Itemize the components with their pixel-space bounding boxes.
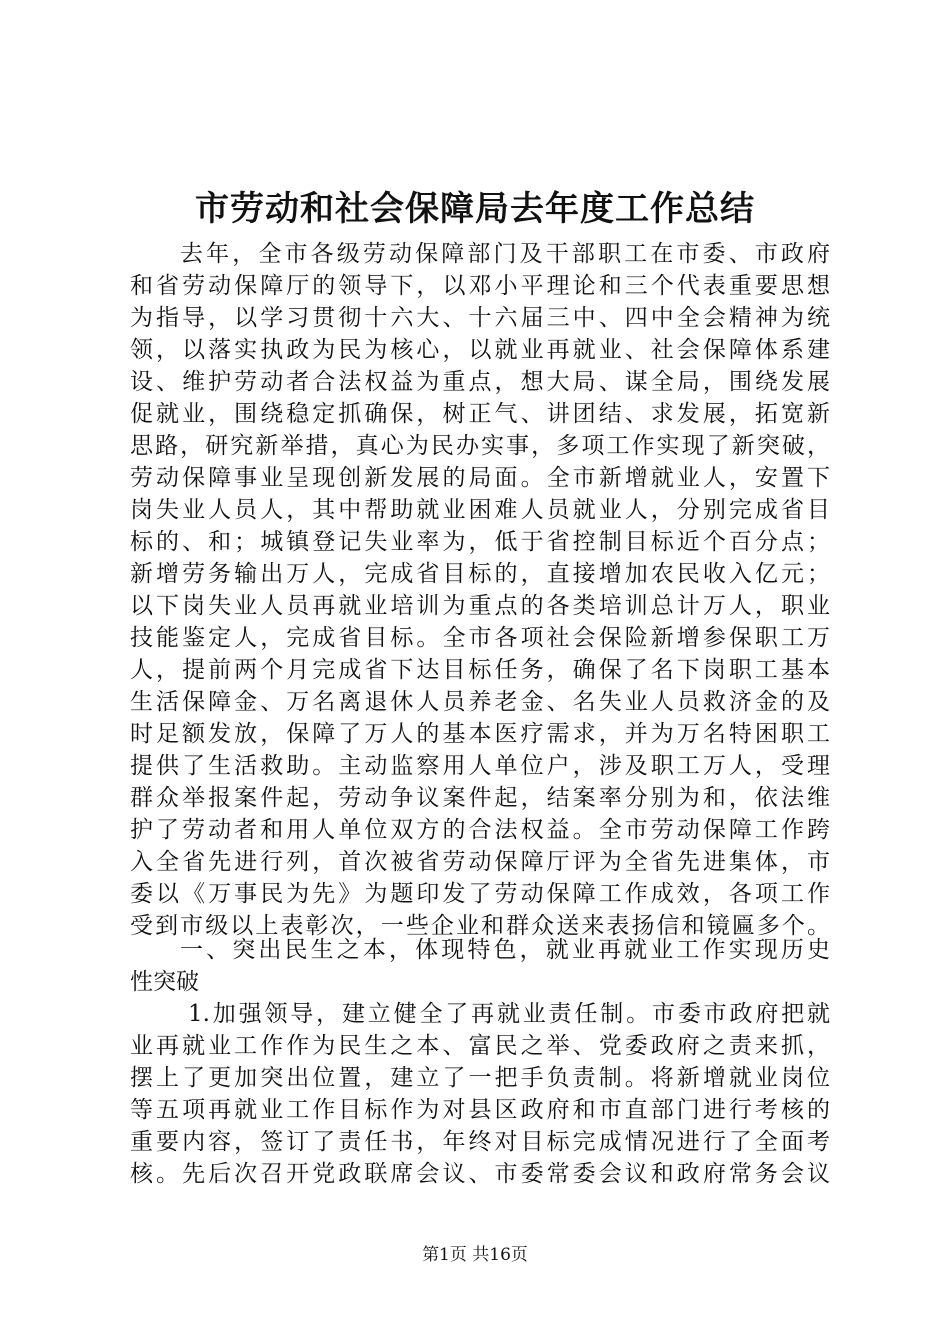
paragraph-line: 和省劳动保障厅的领导下，以邓小平理论和三个代表重要思想 — [130, 273, 830, 299]
paragraph-line: 劳动保障事业呈现创新发展的局面。全市新增就业人，安置下 — [130, 465, 830, 491]
paragraph-line: 人，提前两个月完成省下达目标任务，确保了名下岗职工基本 — [130, 657, 830, 683]
paragraph-line: 护了劳动者和用人单位双方的合法权益。全市劳动保障工作跨 — [130, 817, 830, 843]
paragraph-line: 为指导，以学习贯彻十六大、十六届三中、四中全会精神为统 — [130, 305, 830, 331]
paragraph-line: 业再就业工作作为民生之本、富民之举、党委政府之责来抓， — [130, 1033, 830, 1059]
paragraph-line: 摆上了更加突出位置，建立了一把手负责制。将新增就业岗位 — [130, 1065, 830, 1091]
paragraph-line: 提供了生活救助。主动监察用人单位户，涉及职工万人，受理 — [130, 753, 830, 779]
paragraph-line: 设、维护劳动者合法权益为重点，想大局、谋全局，围绕发展 — [130, 369, 830, 395]
document-title: 市劳动和社会保障局去年度工作总结 — [195, 189, 755, 229]
paragraph-line: 新增劳务输出万人，完成省目标的，直接增加农民收入亿元； — [130, 561, 830, 587]
paragraph-line: 思路，研究新举措，真心为民办实事，多项工作实现了新突破， — [130, 433, 830, 459]
paragraph-line: 受到市级以上表彰次，一些企业和群众送来表扬信和镜匾多个。 — [130, 913, 830, 939]
paragraph-intro — [130, 238, 830, 942]
paragraph-line: 去年，全市各级劳动保障部门及干部职工在市委、市政府 — [180, 241, 830, 267]
paragraph-line: 生活保障金、万名离退休人员养老金、名失业人员救济金的及 — [130, 689, 830, 715]
paragraph-line: 岗失业人员人，其中帮助就业困难人员就业人，分别完成省目 — [130, 497, 830, 523]
paragraph-line: 等五项再就业工作目标作为对县区政府和市直部门进行考核的 — [130, 1097, 830, 1123]
paragraph-line: 领，以落实执政为民为核心，以就业再就业、社会保障体系建 — [130, 337, 830, 363]
paragraph-line: 促就业，围绕稳定抓确保，树正气、讲团结、求发展，拓宽新 — [130, 401, 830, 427]
section-heading-1 — [130, 934, 830, 998]
paragraph-line: 技能鉴定人，完成省目标。全市各项社会保险新增参保职工万 — [130, 625, 830, 651]
paragraph-line: 群众举报案件起，劳动争议案件起，结案率分别为和，依法维 — [130, 785, 830, 811]
page-footer: 第1页 共16页 — [422, 1245, 528, 1265]
paragraph-line: 1.加强领导，建立健全了再就业责任制。市委市政府把就 — [188, 1001, 830, 1027]
paragraph-line: 委以《万事民为先》为题印发了劳动保障工作成效，各项工作 — [130, 881, 830, 907]
paragraph-line: 重要内容，签订了责任书，年终对目标完成情况进行了全面考 — [130, 1129, 830, 1155]
paragraph-line: 以下岗失业人员再就业培训为重点的各类培训总计万人，职业 — [130, 593, 830, 619]
heading-line: 性突破 — [130, 969, 199, 995]
paragraph-section-1-item-1 — [130, 998, 830, 1190]
paragraph-line: 入全省先进行列，首次被省劳动保障厅评为全省先进集体，市 — [130, 849, 830, 875]
paragraph-line: 时足额发放，保障了万人的基本医疗需求，并为万名特困职工 — [130, 721, 830, 747]
heading-line: 一、突出民生之本，体现特色，就业再就业工作实现历史 — [180, 937, 830, 963]
paragraph-line: 标的、和；城镇登记失业率为，低于省控制目标近个百分点； — [130, 529, 830, 555]
paragraph-line: 核。先后次召开党政联席会议、市委常委会议和政府常务会议 — [130, 1161, 830, 1187]
